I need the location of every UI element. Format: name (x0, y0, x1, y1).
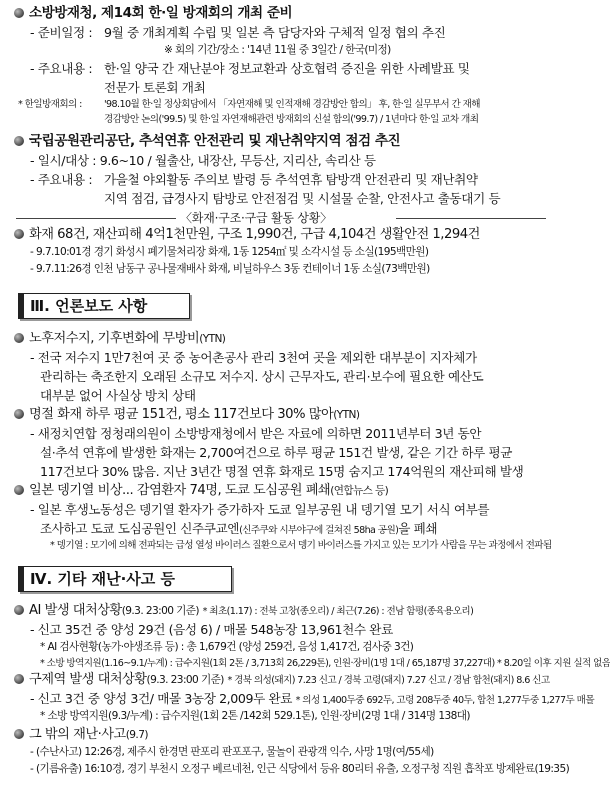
meeting-def-label: * 한일방재회의 : (18, 99, 82, 110)
media-2-text-1: - 새정치연합 정청래의원이 소방방재청에서 받은 자료에 의하면 2011년부터 3년 동안 (30, 426, 482, 441)
other-line-1: - (수난사고) 12:26경, 제주시 한경면 판포리 판포포구, 물놀이 관광객 익수, 사망 1명(여/55세) (30, 746, 434, 758)
media-1-text-2: 관리하는 축조한지 오래된 소규모 저수지. 상시 근무자도, 관리·보수에 필요한 예산도 (40, 369, 484, 384)
schedule-label: - 준비일정 : (30, 25, 93, 40)
divider (396, 218, 546, 219)
fire-summary: 화재 68건, 재산피해 4억1천만원, 구조 1,990건, 구급 4,104건 생활안전 1,294건 (29, 227, 480, 242)
schedule-note: ※ 회의 기간/장소 : '14년 11월 중 3일간 / 한국(미정) (164, 44, 391, 56)
section-4-header (18, 566, 232, 592)
fmd-date: (9.3. 23:00 기준) (146, 674, 224, 686)
fire-case-2: - 9.7.11:26경 인천 남동구 공나물재배사 화재, 비닐하우스 3동 컨테이너 1동 소실(73백만원) (30, 263, 430, 275)
section-national-park (14, 132, 554, 208)
fire-status-header: 〈화재·구조·구급 활동 상황〉 (180, 211, 332, 225)
bullet-icon (14, 409, 24, 419)
park-content-text-1: 가을철 야외활동 주의보 발령 등 추석연휴 탐방객 안전관리 및 재난취약 (104, 172, 478, 187)
bullet-icon (14, 729, 24, 739)
fmd-title: 구제역 발생 대처상황 (29, 672, 147, 687)
media-3-source: (연합뉴스 등) (330, 485, 389, 497)
media-item-reservoir (14, 329, 554, 405)
meeting-def-text-1: '98.10월 한·일 정상회담에서 「자연재해 및 인적재해 경감방안 합의」 후, 한·일 실무부서 간 재해 (104, 99, 480, 110)
ai-line-1: - 신고 35건 중 양성 29건 (음성 6) / 매몰 548농장 13,961천수 완료 (30, 622, 393, 637)
fmd-note-1: * 경북 의성(돼지) 7.23 신고 / 경북 고령(돼지) 7.27 신고 / 경남 합천(돼지) 8.6 신고 (227, 675, 550, 686)
section-4-title: Ⅳ. 기타 재난·사고 등 (30, 570, 175, 588)
media-1-source: (YTN) (199, 333, 226, 345)
media-1-text-3: 대부분 없어 사실상 방치 상태 (40, 388, 196, 403)
bullet-icon (14, 605, 24, 615)
park-title: 국립공원관리공단, 추석연휴 안전관리 및 재난취약지역 점검 추진 (29, 133, 401, 149)
media-2-title: 명절 화재 하루 평균 151건, 평소 117건보다 30% 많아 (29, 407, 334, 422)
ai-line-3: * 소방 방역지원(1.16~9.1/누계) : 급수지원(1회 2톤 / 3,713회 26,229톤), 인원·장비(1명 1대 / 65,187명 37,227대) * 8.20일 이후 지원 실적 없음 (40, 658, 610, 669)
media-2-source: (YTN) (333, 409, 360, 421)
fmd-note-2: * 의성 1,400두중 692두, 고령 208두중 40두, 합천 1,277두중 1,277두 매몰 (295, 695, 595, 706)
ai-date: (9.3. 23:00 기준) (121, 605, 199, 617)
media-3-text-1: - 일본 후생노동성은 뎅기열 환자가 증가하자 도쿄 일부공원 내 뎅기열 모기 서식 여부를 (30, 502, 490, 517)
fmd-line-1: - 신고 3건 중 양성 3건/ 매몰 3농장 2,009두 완료 (30, 691, 293, 706)
ai-note: * 최초(1.17) : 전북 고창(종오리) / 최근(7.26) : 전남 함평(종육용오리) (202, 606, 474, 617)
media-3-text-2b: (신주쿠와 시부야구에 걸쳐진 58ha 공원) (239, 525, 399, 536)
fmd-line-2: * 소방 방역지원(9.3/누계) : 급수지원(1회 2톤 /142회 529.1톤), 인원·장비(2명 1대 / 314명 138대) (40, 710, 470, 722)
other-line-2: - (기름유출) 16:10경, 경기 부천시 오정구 베르네천, 인근 식당에서 등유 80리터 유출, 오정구청 직원 흡착포 방제완료(19:35) (30, 763, 570, 775)
fire-case-1: - 9.7.10:01경 경기 화성시 폐기물처리장 화재, 1동 1254㎡ 및 소각시설 등 소실(195백만원) (30, 246, 429, 258)
media-3-note: * 뎅기열 : 모기에 의해 전파되는 급성 열성 바이러스 질환으로서 뎅기 바이러스를 가지고 있는 모기가 사람을 무는 과정에서 전파됨 (50, 540, 552, 551)
content-text-2: 전문가 토론회 개최 (104, 80, 206, 95)
ai-line-2: * AI 검사현황(농가·야생조류 등) : 총 1,679건 (양성 259건, 음성 1,417건, 검사중 3건) (40, 641, 414, 653)
media-3-text-2a: 조사하고 도쿄 도심공원인 신주쿠교엔 (40, 521, 240, 536)
other-accidents (14, 725, 570, 778)
bullet-icon (14, 333, 24, 343)
fmd-status (14, 670, 595, 725)
media-3-title: 일본 뎅기열 비상... 감염환자 74명, 도쿄 도심공원 폐쇄 (29, 483, 331, 498)
ai-status (14, 601, 610, 671)
other-date: (9.7) (125, 729, 148, 741)
media-2-text-3: 117건보다 30% 많음. 지난 3년간 명절 연휴 화재로 15명 숨지고 174억원의 재산피해 발생 (40, 464, 524, 479)
other-title: 그 밖의 재난·사고 (29, 727, 126, 742)
bullet-icon (14, 485, 24, 495)
meeting-title: 소방방재청, 제14회 한·일 방재회의 개최 준비 (29, 5, 293, 21)
media-item-dengue (14, 481, 554, 553)
meeting-def-text-2: 경감방안 논의('99.5) 및 한·일 자연재해관련 방재회의 신설 합의('99.7) / 1년마다 한·일 교차 개최 (104, 114, 479, 125)
content-text-1: 한·일 양국 간 재난분야 정보교환과 상호협력 증진을 위한 사례발표 및 (104, 61, 470, 76)
media-item-holiday-fire (14, 405, 554, 481)
bullet-icon (14, 8, 24, 18)
bullet-icon (14, 229, 24, 239)
media-1-title: 노후저수지, 기후변화에 무방비 (29, 331, 200, 346)
media-3-text-2c: 을 폐쇄 (398, 521, 438, 536)
schedule-text: 9월 중 개최계획 수립 및 일본 측 담당자와 구체적 일정 협의 추진 (104, 25, 446, 40)
ai-title: AI 발생 대처상황 (29, 603, 122, 618)
section-3-header (18, 293, 190, 319)
park-content-text-2: 지역 점검, 급경사지 탐방로 안전점검 및 시설물 순찰, 안전사고 출동대기 등 (104, 191, 501, 206)
bullet-icon (14, 136, 24, 146)
section-3-title: Ⅲ. 언론보도 사항 (30, 297, 148, 315)
section-fire-status (14, 225, 554, 278)
bullet-icon (14, 674, 24, 684)
media-2-text-2: 설·추석 연휴에 발생한 화재는 2,700여건으로 하루 평균 151건 발생, 같은 기간 하루 평균 (40, 445, 513, 460)
divider (16, 218, 176, 219)
section-disaster-meeting (14, 4, 554, 127)
media-1-text-1: - 전국 저수지 1만7천여 곳 중 농어촌공사 관리 3천여 곳을 제외한 대부분이 지자체가 (30, 350, 477, 365)
park-period: - 일시/대상 : 9.6~10 / 월출산, 내장산, 무등산, 지리산, 속리산 등 (30, 153, 376, 168)
content-label: - 주요내용 : (30, 61, 93, 76)
park-content-label: - 주요내용 : (30, 172, 93, 187)
